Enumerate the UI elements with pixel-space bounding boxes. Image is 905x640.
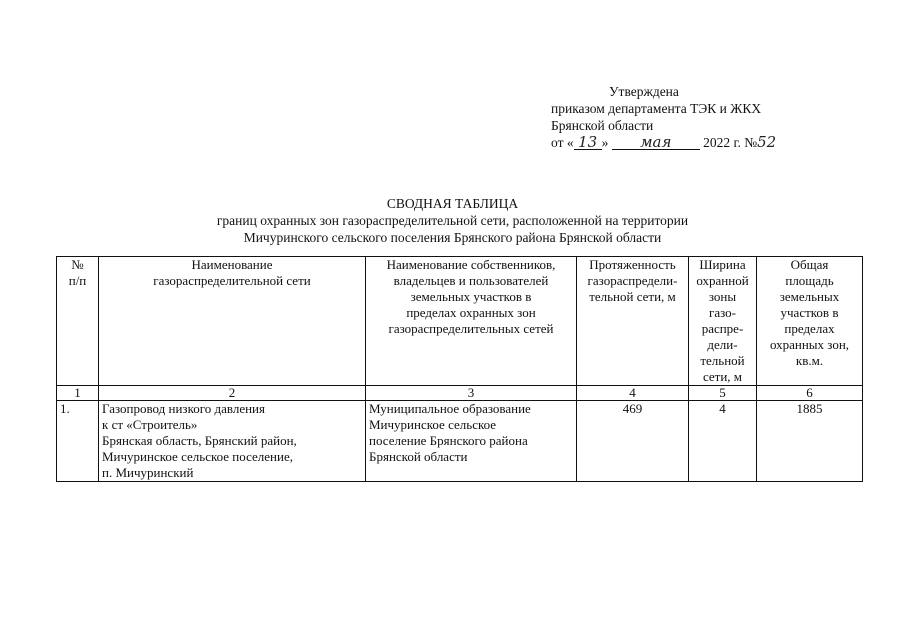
document-heading: СВОДНАЯ ТАБЛИЦА [386, 196, 519, 211]
header-num: № п/п [57, 257, 99, 386]
row-width: 4 [689, 401, 757, 482]
document-subtitle-1: границ охранных зон газораспределительной сети, расположенной на территории [216, 213, 689, 228]
date-year: 2022 г. [703, 135, 741, 150]
column-number: 5 [689, 386, 757, 401]
order-number: 52 [757, 133, 777, 151]
row-owners: Муниципальное образование Мичуринское сельское поселение Брянского района Брянской области [366, 401, 577, 482]
approval-line-1: Утверждена [609, 84, 679, 99]
date-month: мая [612, 135, 700, 150]
summary-table [56, 256, 863, 482]
table-row [57, 401, 863, 482]
document-subtitle-2: Мичуринского сельского поселения Брянского района Брянской области [243, 230, 662, 245]
header-area: Общая площадь земельных участков в пределах охранных зон, кв.м. [757, 257, 863, 386]
date-prefix: от « [551, 135, 574, 150]
header-length: Протяженность газораспредели- тельной сети, м [577, 257, 689, 386]
approval-line-2: приказом департамента ТЭК и ЖКХ [551, 101, 762, 116]
approval-block [551, 83, 776, 151]
row-area: 1885 [757, 401, 863, 482]
column-number-row [57, 386, 863, 401]
date-mid: » [601, 135, 609, 150]
header-width: Ширина охранной зоны газо- распре- дели- тельной сети, м [689, 257, 757, 386]
header-row [57, 257, 863, 386]
column-number: 4 [577, 386, 689, 401]
date-day: 13 [574, 135, 602, 150]
number-label: № [744, 135, 758, 150]
column-number: 3 [366, 386, 577, 401]
header-owners: Наименование собственников, владельцев и пользователей земельных участков в пределах охранных зон газораспределительных сетей [366, 257, 577, 386]
column-number: 6 [757, 386, 863, 401]
approval-date-line [551, 134, 776, 151]
approval-line-3: Брянской области [551, 118, 654, 133]
column-number: 1 [57, 386, 99, 401]
row-num: 1. [57, 401, 99, 482]
column-number: 2 [99, 386, 366, 401]
row-length: 469 [577, 401, 689, 482]
header-network: Наименование газораспределительной сети [99, 257, 366, 386]
row-network: Газопровод низкого давления к ст «Строитель» Брянская область, Брянский район, Мичуринское сельское поселение, п. Мичуринский [99, 401, 366, 482]
